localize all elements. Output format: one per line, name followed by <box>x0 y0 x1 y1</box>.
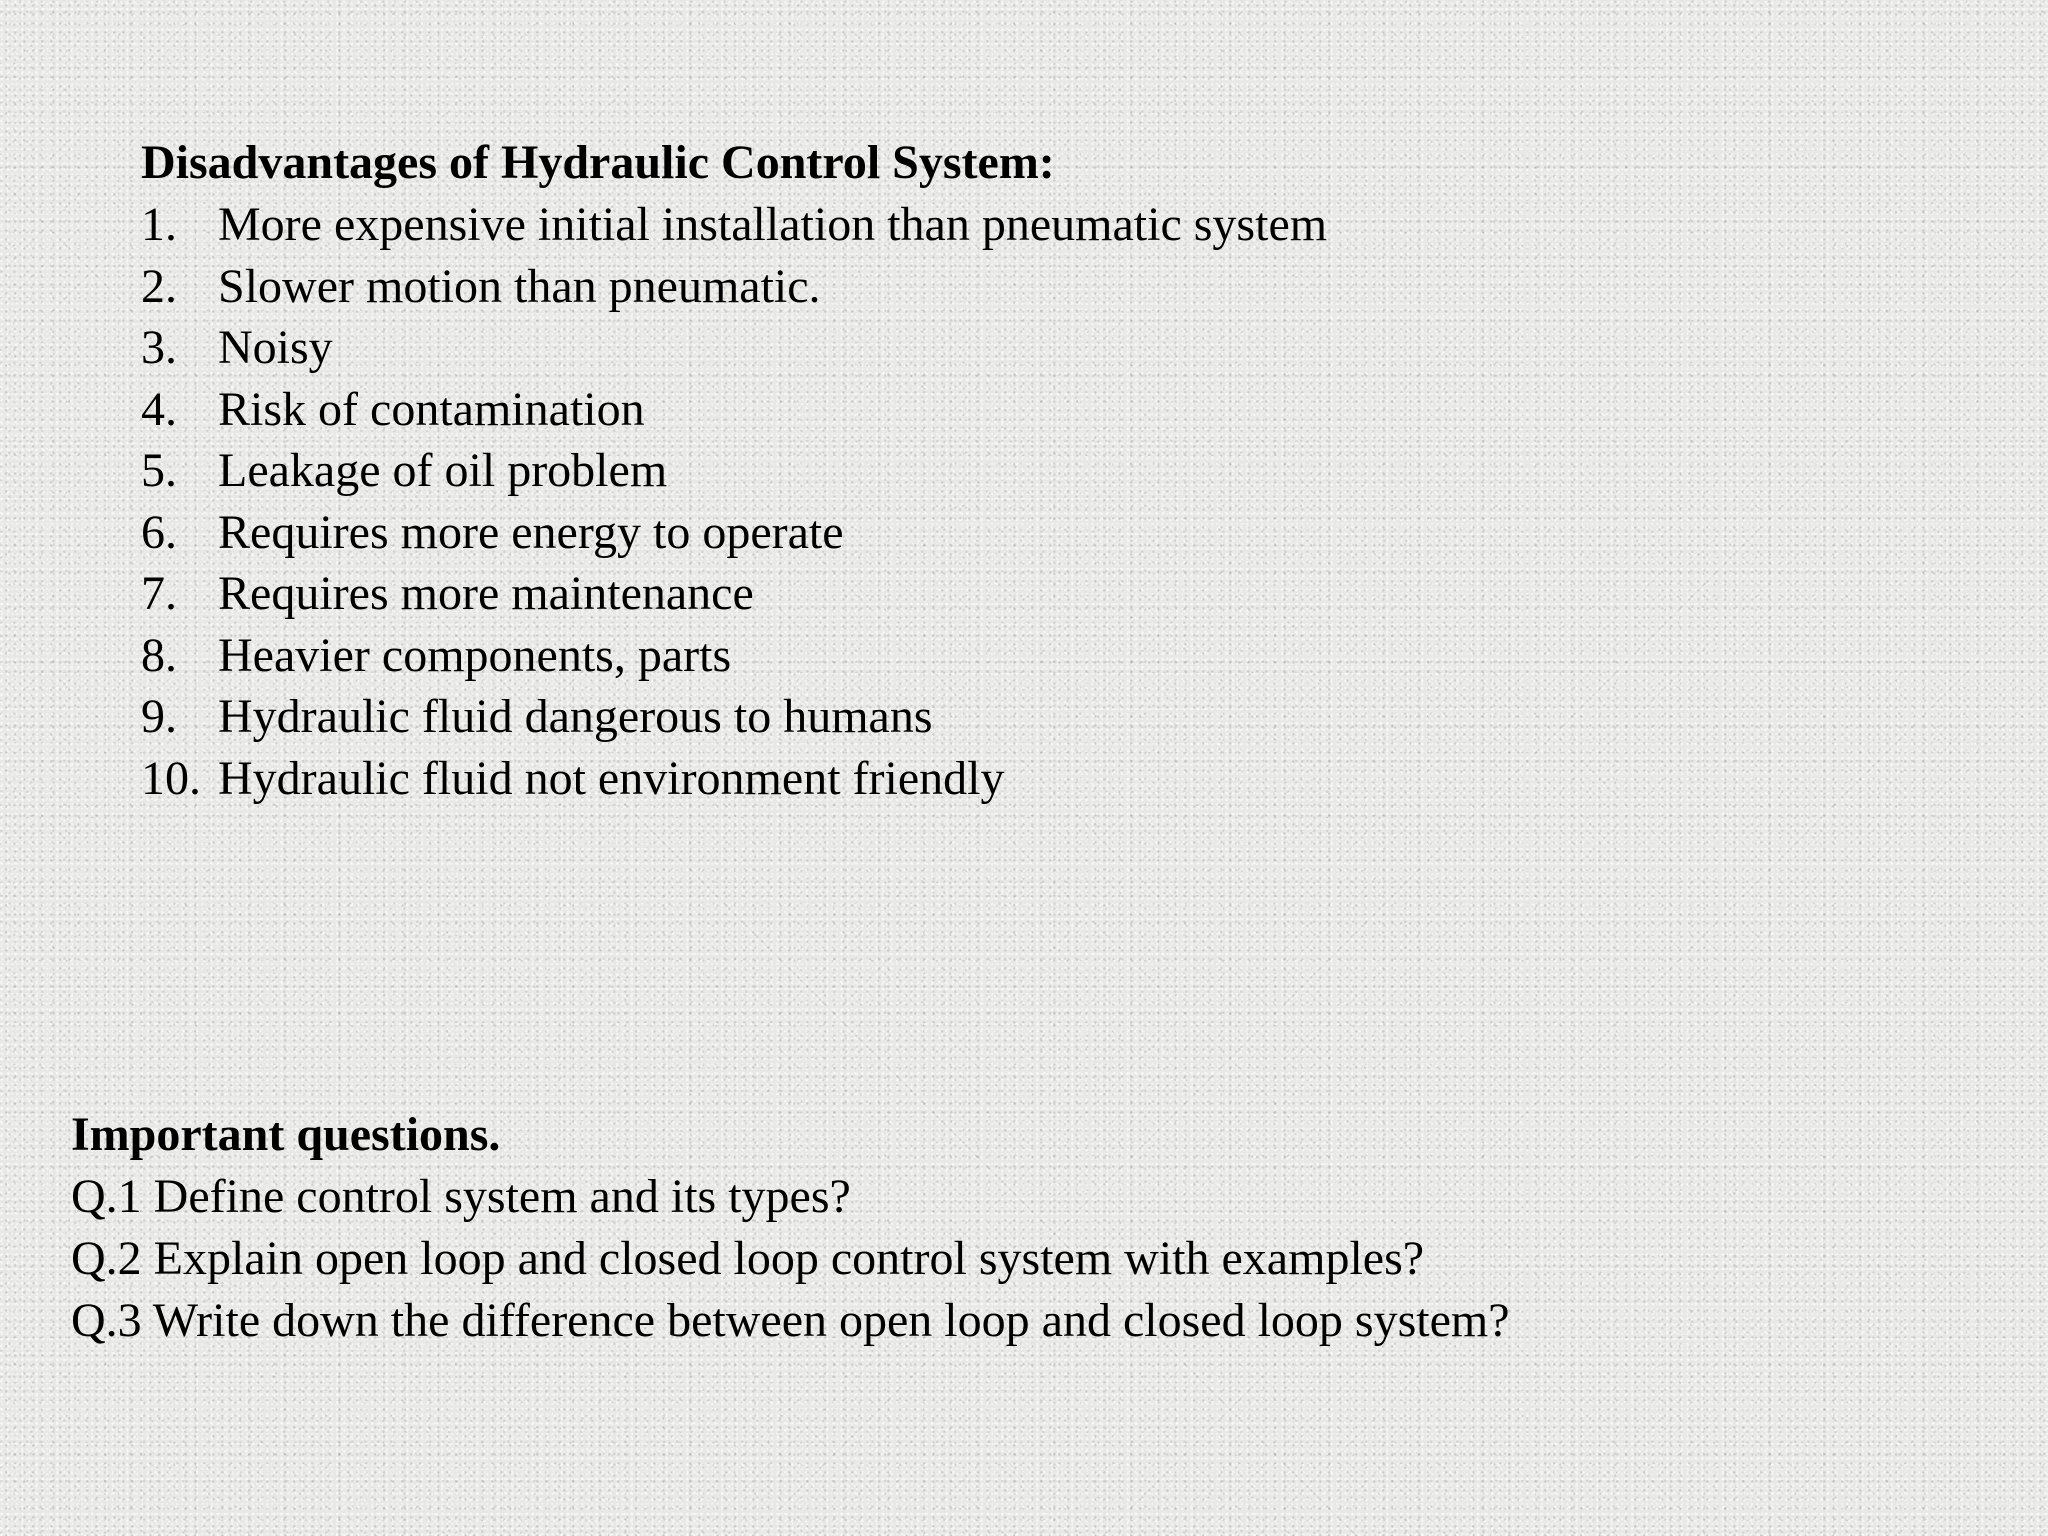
questions-section <box>71 1104 1971 1352</box>
item-number: 1. <box>141 198 177 251</box>
list-item <box>141 194 1941 256</box>
list-item <box>141 256 1941 318</box>
disadvantages-heading: Disadvantages of Hydraulic Control System: <box>141 136 1055 189</box>
item-text: Requires more maintenance <box>218 567 754 620</box>
item-number: 10. <box>141 751 201 805</box>
list-item <box>141 440 1941 502</box>
list-item <box>141 379 1941 441</box>
item-number: 9. <box>141 690 177 743</box>
item-number: 8. <box>141 628 177 682</box>
item-text: Noisy <box>218 321 333 374</box>
list-item <box>141 563 1941 625</box>
question-item: Q.1 Define control system and its types? <box>71 1170 851 1223</box>
item-text: Leakage of oil problem <box>218 444 668 497</box>
item-text: More expensive initial installation than pneumatic system <box>218 198 1328 251</box>
list-item <box>141 317 1941 379</box>
item-number: 7. <box>141 567 177 620</box>
list-item <box>141 625 1941 687</box>
item-text: Risk of contamination <box>218 382 645 436</box>
item-text: Hydraulic fluid not environment friendly <box>218 751 1005 805</box>
question-item: Q.3 Write down the difference between open loop and closed loop system? <box>71 1294 1510 1347</box>
item-text: Slower motion than pneumatic. <box>218 259 821 313</box>
disadvantages-section <box>141 132 1941 809</box>
item-number: 2. <box>141 259 177 313</box>
list-item <box>141 502 1941 564</box>
item-text: Requires more energy to operate <box>218 505 844 559</box>
item-number: 5. <box>141 444 177 497</box>
item-text: Hydraulic fluid dangerous to humans <box>218 690 933 743</box>
list-item <box>141 686 1941 748</box>
list-item <box>141 748 1941 810</box>
questions-heading: Important questions. <box>71 1108 501 1161</box>
disadvantages-list <box>141 194 1941 809</box>
question-item: Q.2 Explain open loop and closed loop control system with examples? <box>71 1232 1425 1285</box>
item-number: 4. <box>141 382 177 436</box>
item-text: Heavier components, parts <box>218 628 732 682</box>
item-number: 3. <box>141 321 177 374</box>
item-number: 6. <box>141 505 177 559</box>
